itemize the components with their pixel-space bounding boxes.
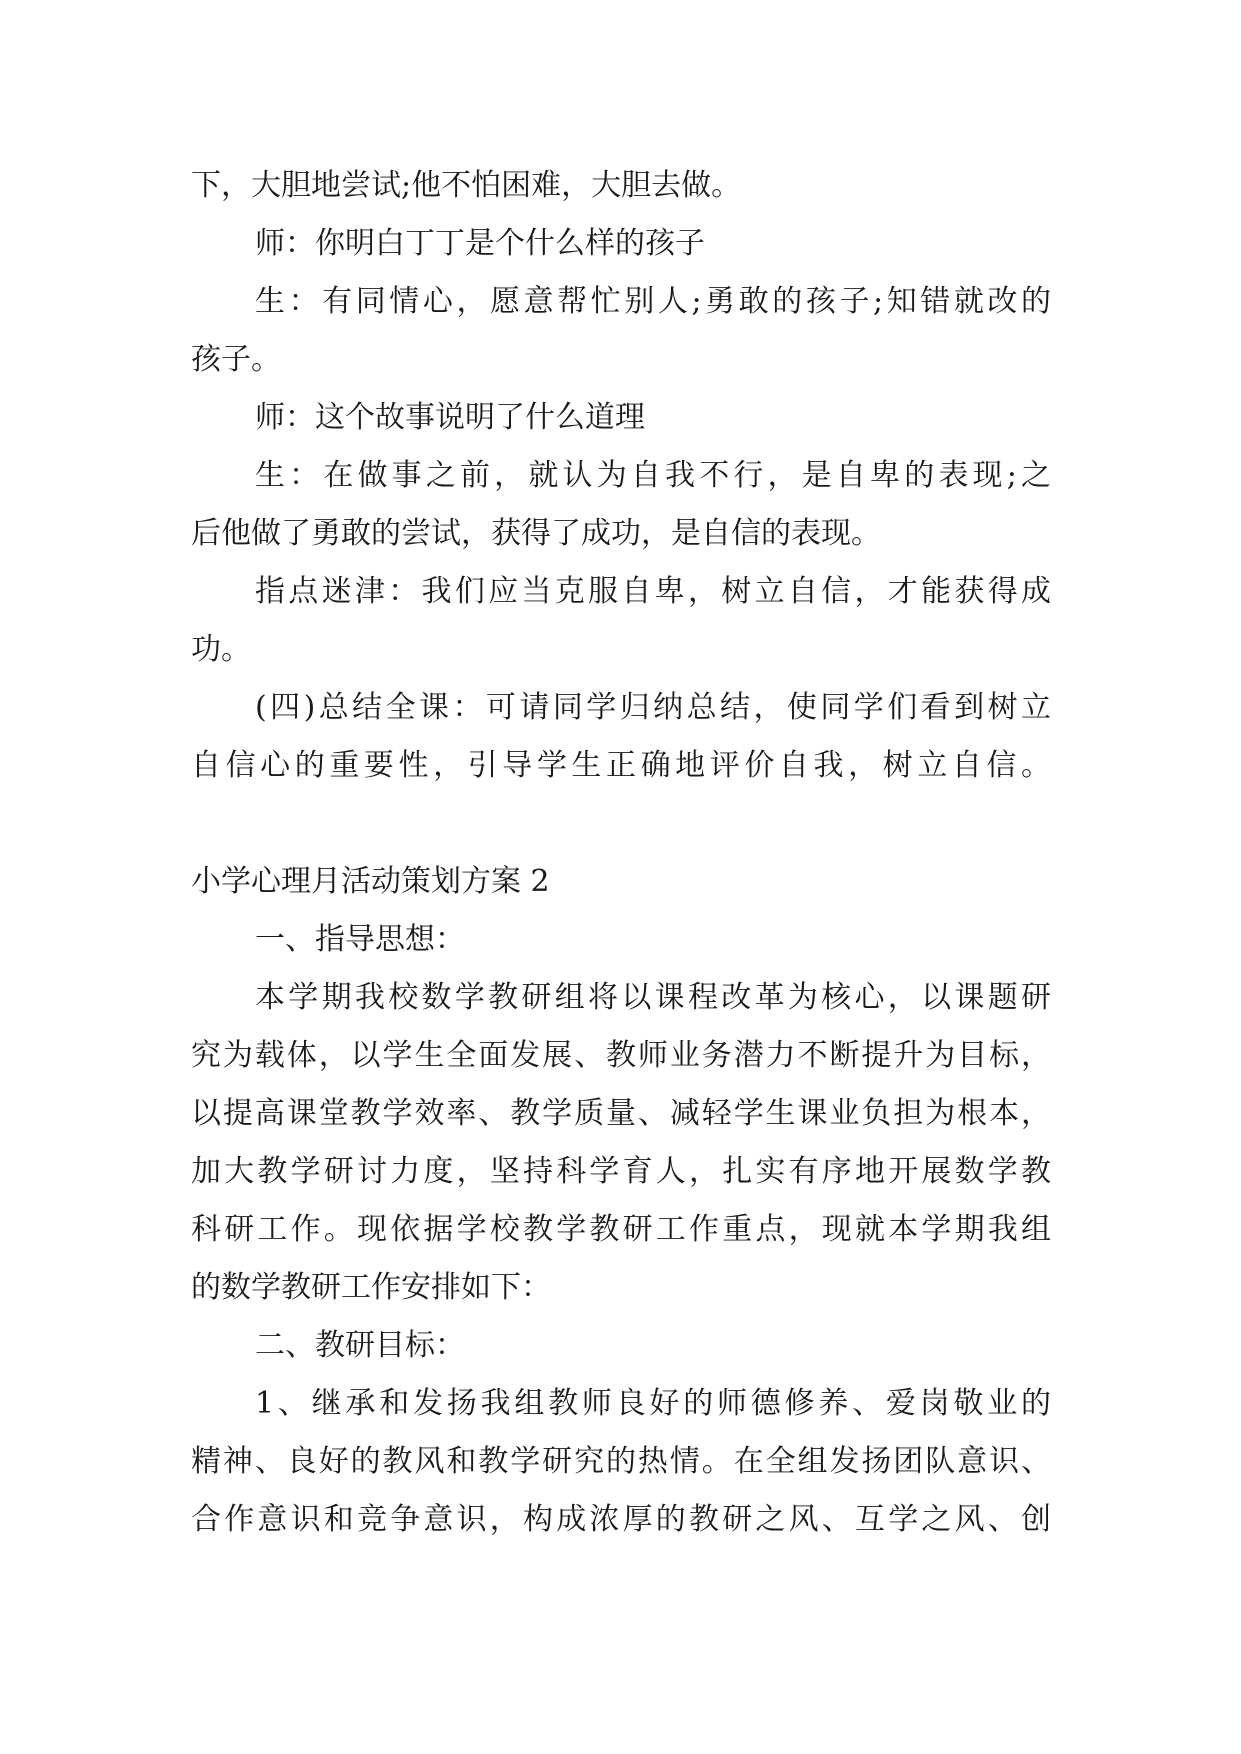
text-line: 指点迷津：我们应当克服自卑，树立自信，才能获得成 [255,574,1051,609]
text-line: 合作意识和竞争意识，构成浓厚的教研之风、互学之风、创 [191,1502,1051,1537]
text-line: 功。 [191,632,251,667]
text-line: 加大教学研讨力度，坚持科学育人，扎实有序地开展数学教 [191,1154,1051,1189]
text-line: 精神、良好的教风和教学研究的热情。在全组发扬团队意识、 [191,1444,1051,1479]
text-line: 师：你明白丁丁是个什么样的孩子 [255,226,705,261]
text-line: 下，大胆地尝试;他不怕困难，大胆去做。 [191,168,742,203]
text-line: 二、教研目标： [255,1328,465,1363]
text-line: 究为载体，以学生全面发展、教师业务潜力不断提升为目标， [191,1038,1051,1073]
text-line: 一、指导思想： [255,922,465,957]
text-line: 后他做了勇敢的尝试，获得了成功，是自信的表现。 [191,516,881,551]
text-line: 师：这个故事说明了什么道理 [255,400,645,435]
text-line: 孩子。 [191,342,281,377]
section-heading: 小学心理月活动策划方案 2 [191,864,550,899]
text-line: 自信心的重要性，引导学生正确地评价自我，树立自信。 [191,748,1051,783]
text-line: 生：在做事之前，就认为自我不行，是自卑的表现;之 [255,458,1051,493]
text-line: 生：有同情心，愿意帮忙别人;勇敢的孩子;知错就改的 [255,284,1051,319]
text-line: 1、继承和发扬我组教师良好的师德修养、爱岗敬业的 [255,1386,1051,1421]
text-line: 科研工作。现依据学校教学教研工作重点，现就本学期我组 [191,1212,1051,1247]
text-line: 本学期我校数学教研组将以课程改革为核心，以课题研 [255,980,1051,1015]
text-line: 以提高课堂教学效率、教学质量、减轻学生课业负担为根本， [191,1096,1051,1131]
text-line: (四)总结全课：可请同学归纳总结，使同学们看到树立 [255,690,1051,725]
text-line: 的数学教研工作安排如下： [191,1270,551,1305]
